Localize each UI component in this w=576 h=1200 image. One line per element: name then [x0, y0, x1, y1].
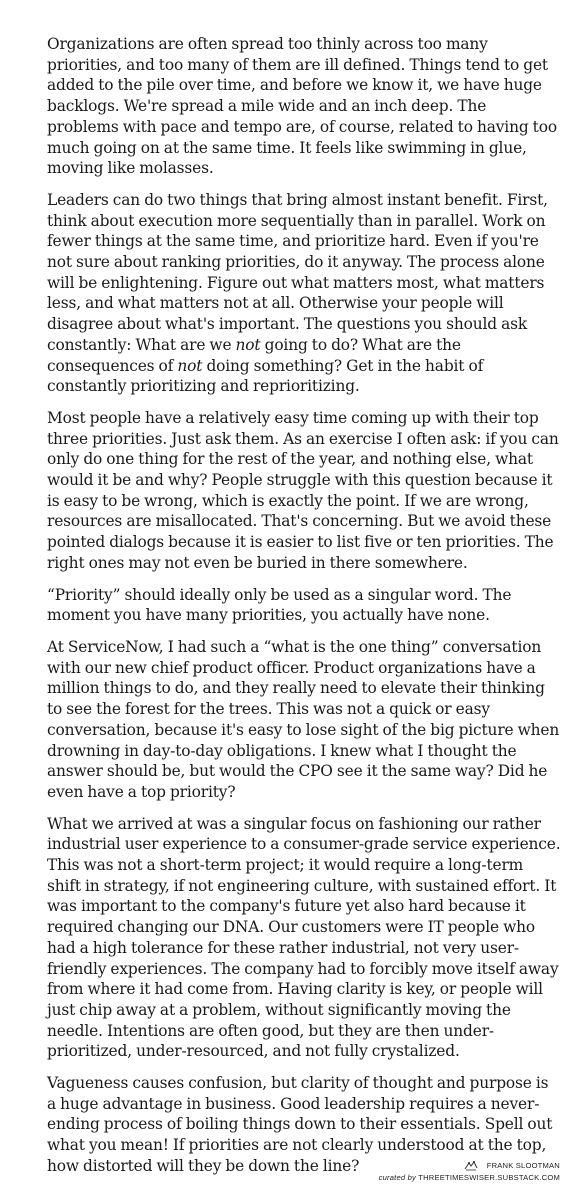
paragraph-3: Most people have a relatively easy time coming up with their top three priorities. Just ask them. As an exercise I often ask: if you can only do one thing for the rest of the year, and nothing else, what would it be and why? People struggle with this question because it is easy to be wrong, which is exactly the point. If we are wrong, resources are misallocated. That's concerning. But we avoid these pointed dialogs because it is easier to list five or ten priorities. The right ones may not even be buried in there somewhere.	[47, 408, 559, 572]
paragraph-2-part-a: Leaders can do two things that bring almost instant benefit. First, think about execution more sequentially than in parallel. Work on fewer things at the same time, and prioritize hard. Even if you're not sure about ranking priorities, do it anyway. The process alone will be enlightening. Figure out what matters most, what matters less, and what matters not at all. Otherwise your people will disagree about what's important. The questions you should ask constantly: What are we	[47, 190, 548, 354]
attribution-footer	[379, 1160, 560, 1184]
paragraph-2-emphasis-1: not	[235, 335, 261, 354]
paragraph-4: “Priority” should ideally only be used as a singular word. The moment you have many priorities, you actually have none.	[47, 585, 512, 625]
paragraph-2	[47, 190, 561, 397]
curated-label: curated by	[378, 1173, 417, 1182]
source-link[interactable]: THREETIMESWISER.SUBSTACK.COM	[418, 1173, 560, 1182]
paragraph-2-part-b: going to do? What are the consequences of	[47, 335, 461, 375]
wise-owl-icon	[463, 1160, 479, 1172]
author-row	[379, 1160, 560, 1172]
paragraph-2-emphasis-2: not	[177, 356, 203, 375]
curator-row	[379, 1172, 560, 1184]
paragraph-2-part-c: doing something? Get in the habit of constantly prioritizing and reprioritizing.	[47, 356, 484, 396]
paragraph-6: What we arrived at was a singular focus on fashioning our rather industrial user experience to a consumer-grade service experience. This was not a short-term project; it would require a long-term shift in strategy, if not engineering culture, with sustained effort. It was important to the company's future yet also hard because it required changing our DNA. Our customers were IT people who had a high tolerance for these rather industrial, not very user-friendly experiences. The company had to forcibly move itself away from where it had come from. Having clarity is key, or people will just chip away at a problem, without significantly moving the needle. Intentions are often good, but they are then under-prioritized, under-resourced, and not fully crystalized.	[47, 814, 561, 1061]
author-name: FRANK SLOOTMAN	[486, 1161, 560, 1170]
article-body	[47, 34, 561, 1188]
paragraph-5: At ServiceNow, I had such a “what is the one thing” conversation with our new chief product officer. Product organizations have a million things to do, and they really need to elevate their thinking to see the forest for the trees. This was not a quick or easy conversation, because it's easy to lose sight of the big picture when drowning in day-to-day obligations. I knew what I thought the answer should be, but would the CPO see it the same way? Did he even have a top priority?	[47, 637, 560, 801]
paragraph-7: Vagueness causes confusion, but clarity of thought and purpose is a huge advantage in business. Good leadership requires a never-ending process of boiling things down to their essentials. Spell out what you mean! If priorities are not clearly understood at the top, how distorted will they be down the line?	[47, 1074, 553, 1175]
paragraph-1: Organizations are often spread too thinly across too many priorities, and too many of them are ill defined. Things tend to get added to the pile over time, and before we know it, we have huge backlogs. We're spread a mile wide and an inch deep. The problems with pace and tempo are, of course, related to having too much going on at the same time. It feels like swimming in glue, moving like molasses.	[47, 35, 557, 178]
